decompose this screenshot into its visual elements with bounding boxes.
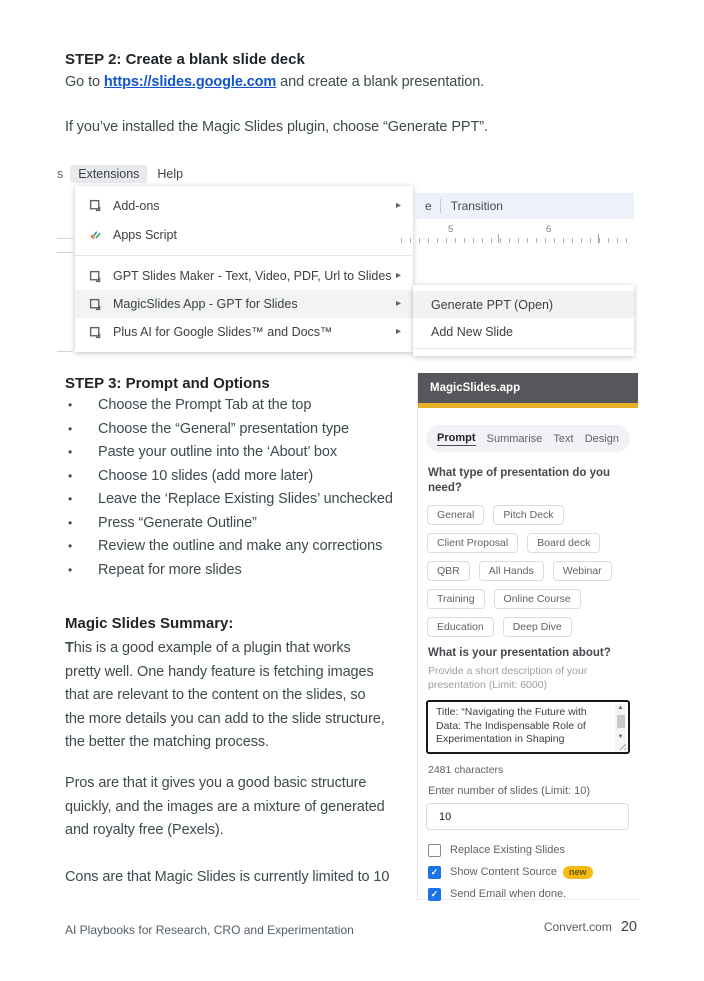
left-edge-fragment	[57, 238, 73, 239]
paragraph-line: Pros are that it gives you a good basic structure	[65, 775, 367, 791]
left-edge-fragment	[57, 252, 73, 253]
ruler-mid-tick	[498, 234, 499, 243]
tab-summarise[interactable]: Summarise	[486, 432, 543, 445]
step2-heading: STEP 2: Create a blank slide deck	[65, 51, 305, 68]
about-textarea[interactable]	[426, 700, 630, 754]
paragraph-line: pretty well. One handy feature is fetching images	[65, 663, 374, 680]
magicslides-panel	[417, 373, 638, 900]
question-line: need?	[428, 482, 462, 494]
bullet-item: • Choose the Prompt Tab at the top	[65, 394, 445, 418]
about-question: What is your presentation about?	[428, 647, 611, 659]
chip-education[interactable]: Education	[427, 617, 494, 637]
chip-general[interactable]: General	[427, 505, 484, 525]
menu-extensions[interactable]: Extensions	[70, 165, 147, 183]
character-count: 2481 characters	[428, 764, 504, 776]
extensions-dropdown	[75, 186, 413, 352]
ruler-mid-tick	[598, 234, 599, 243]
submenu-arrow-icon: ▸	[395, 326, 401, 337]
menu-item-magicslides-app[interactable]	[75, 290, 413, 318]
textarea-line: Title: “Navigating the Future with	[436, 706, 587, 718]
menu-item-add-ons[interactable]	[75, 191, 413, 220]
chip-row	[427, 589, 638, 609]
chip-training[interactable]: Training	[427, 589, 485, 609]
summary-heading: Magic Slides Summary:	[65, 615, 234, 632]
bullet-item: • Paste your outline into the ‘About’ box	[65, 441, 445, 465]
footer-title: AI Playbooks for Research, CRO and Experimentation	[65, 923, 354, 937]
go-to-text: Go to	[65, 74, 104, 90]
chip-qbr[interactable]: QBR	[427, 561, 470, 581]
accent-stripe	[418, 403, 638, 408]
submenu-arrow-icon: ▸	[395, 270, 401, 281]
chip-webinar[interactable]: Webinar	[553, 561, 612, 581]
tab-bar	[426, 425, 630, 452]
about-text	[436, 706, 610, 747]
menu-item-label: GPT Slides Maker - Text, Video, PDF, Url to Slides	[113, 269, 392, 283]
menu-item-label: Add-ons	[113, 198, 160, 213]
scroll-down-icon[interactable]: ▼	[617, 734, 624, 740]
menu-help[interactable]: Help	[157, 167, 184, 181]
chip-all-hands[interactable]: All Hands	[479, 561, 544, 581]
intro-suffix: and create a blank presentation.	[276, 74, 485, 90]
paragraph-text: his is a good example of a plugin that works	[73, 640, 351, 656]
checkbox-label: Replace Existing Slides	[450, 844, 565, 856]
checkbox-row	[428, 865, 638, 879]
checkbox-label: Send Email when done.	[450, 888, 567, 900]
about-hint	[428, 664, 628, 692]
magicslides-submenu	[413, 285, 634, 356]
submenu-item-generate-ppt[interactable]: Generate PPT (Open)	[413, 291, 634, 318]
chip-row	[427, 533, 638, 553]
bullet-item: • Review the outline and make any corrections	[65, 535, 445, 559]
paragraph-line	[65, 637, 455, 661]
textarea-line: Data: The Indispensable Role of	[436, 719, 586, 732]
footer-brand: Convert.com	[543, 920, 612, 934]
hint-line: Provide a short description of your	[428, 665, 588, 677]
scroll-up-icon[interactable]: ▲	[617, 705, 624, 711]
checkbox-row	[428, 843, 638, 857]
tab-design[interactable]: Design	[584, 432, 619, 445]
chip-row	[427, 617, 638, 637]
question-line: What type of presentation do you	[428, 467, 611, 479]
chip-deep-dive[interactable]: Deep Dive	[503, 617, 572, 637]
bullet-item: • Choose 10 slides (add more later)	[65, 465, 445, 489]
checkbox-label: Show Content Source	[450, 866, 558, 878]
step3-heading: STEP 3: Prompt and Options	[65, 375, 270, 392]
checkbox-row	[428, 887, 638, 901]
left-edge-fragment	[57, 351, 73, 352]
menu-item-plus-ai[interactable]	[75, 318, 413, 346]
slides-count-input[interactable]	[426, 803, 629, 830]
chip-online-course[interactable]: Online Course	[494, 589, 581, 609]
bullet-item: • Choose the “General” presentation type	[65, 418, 445, 442]
slides-count-label: Enter number of slides (Limit: 10)	[428, 785, 591, 797]
tab-prompt[interactable]: Prompt	[437, 431, 476, 444]
scrollbar-thumb[interactable]	[617, 715, 625, 728]
toolbar-text-fragment: e	[425, 199, 432, 213]
slides-google-link[interactable]: https://slides.google.com	[103, 74, 277, 90]
submenu-arrow-icon: ▸	[395, 199, 401, 211]
add-ons-icon	[89, 199, 102, 212]
presentation-type-options	[427, 505, 638, 637]
lead-letter: T	[65, 640, 74, 656]
menu-item-gpt-slides-maker[interactable]	[75, 262, 413, 290]
summary-paragraph-3	[65, 866, 455, 890]
hint-line: presentation (Limit: 6000)	[428, 679, 548, 691]
tab-text[interactable]: Text	[553, 432, 574, 445]
page-number: 20	[620, 919, 637, 935]
paragraph-line: Cons are that Magic Slides is currently limited to 10	[65, 869, 390, 885]
submenu-item-add-new-slide[interactable]: Add New Slide	[431, 324, 513, 339]
menu-item-apps-script[interactable]	[75, 220, 413, 249]
step2-paragraph: If you’ve installed the Magic Slides plugin, choose “Generate PPT”.	[65, 119, 488, 135]
summary-paragraph-1	[65, 637, 455, 755]
checkbox-send-email[interactable]	[428, 888, 441, 901]
step2-intro-line	[65, 74, 484, 90]
apps-script-icon	[89, 228, 102, 241]
chip-row	[427, 505, 638, 525]
bullet-item: • Leave the ‘Replace Existing Slides’ unchecked	[65, 488, 445, 512]
menu-item-label: MagicSlides App - GPT for Slides	[113, 297, 298, 311]
new-badge: new	[563, 866, 593, 879]
transition-button[interactable]: Transition	[450, 199, 503, 213]
bullet-item: • Repeat for more slides	[65, 559, 445, 583]
checkbox-show-content-source[interactable]	[428, 866, 441, 879]
plugin-icon	[89, 326, 102, 339]
submenu-divider	[413, 348, 634, 349]
paragraph-line: the more details you can add to the slide structure,	[65, 710, 385, 727]
bullet-item: • Press “Generate Outline”	[65, 512, 445, 536]
chip-client-proposal[interactable]: Client Proposal	[427, 533, 518, 553]
step3-bullet-list	[65, 394, 445, 582]
chip-row	[427, 561, 638, 581]
ruler	[401, 238, 634, 243]
extensions-menu-screenshot	[57, 160, 634, 360]
plugin-icon	[89, 298, 102, 311]
ruler-number: 6	[546, 224, 552, 235]
paragraph-line: that are relevant to the content on the slides, so	[65, 687, 366, 703]
menu-bar	[57, 165, 187, 183]
options-checkboxes	[428, 843, 638, 901]
paragraph-line: quickly, and the images are a mixture of generated	[65, 798, 385, 815]
chip-pitch-deck[interactable]: Pitch Deck	[493, 505, 563, 525]
menu-item-label: Apps Script	[113, 227, 177, 242]
type-question	[428, 466, 628, 496]
ruler-number: 5	[448, 224, 454, 235]
paragraph-line: the better the matching process.	[65, 734, 269, 750]
plugin-icon	[89, 270, 102, 283]
textarea-line: Experimentation in Shaping	[436, 733, 565, 745]
footer-right	[544, 919, 637, 935]
toolbar-divider	[440, 199, 441, 213]
menu-item-label: Plus AI for Google Slides™ and Docs™	[113, 325, 333, 339]
submenu-arrow-icon: ▸	[395, 298, 401, 309]
toolbar-fragment	[415, 193, 634, 219]
paragraph-line: and royalty free (Pexels).	[65, 822, 224, 838]
menu-divider	[75, 255, 413, 256]
checkbox-replace-existing[interactable]	[428, 844, 441, 857]
menu-bar-fragment: s	[57, 167, 64, 181]
summary-paragraph-2	[65, 772, 455, 843]
panel-title: MagicSlides.app	[418, 373, 638, 403]
chip-board-deck[interactable]: Board deck	[527, 533, 600, 553]
